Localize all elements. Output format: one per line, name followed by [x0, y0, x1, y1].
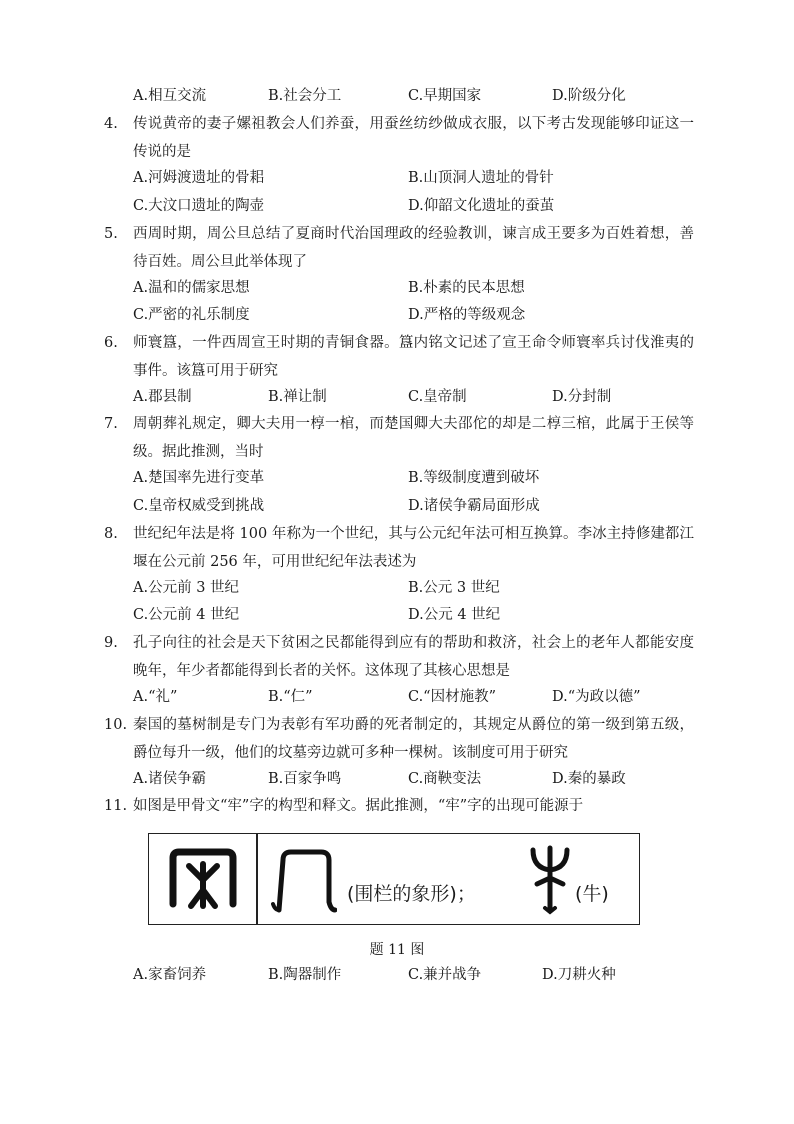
- q5-options-row2: [133, 303, 693, 327]
- option-c: C.严密的礼乐制度: [133, 307, 250, 323]
- question-9: [104, 629, 694, 685]
- oracle-enclosure-icon: [271, 844, 337, 916]
- question-text: 秦国的墓树制是专门为表彰有军功爵的死者制定的，其规定从爵位的第一级到第五级，爵位每升一级，他们的坟墓旁边就可多种一棵树。该制度可用于研究: [133, 717, 694, 761]
- option-b: B.山顶洞人遗址的骨针: [408, 170, 554, 186]
- question-7: [104, 410, 694, 466]
- option-b: B.陶器制作: [268, 967, 342, 983]
- option-d: D.“为政以德”: [552, 689, 641, 705]
- option-c: C.皇帝制: [408, 389, 467, 405]
- option-a: A.郡县制: [133, 389, 192, 405]
- oracle-char-lao-icon: [163, 844, 243, 914]
- option-a: A.温和的儒家思想: [133, 280, 250, 296]
- q3-options: [133, 84, 693, 108]
- oracle-bone-figure: [148, 833, 640, 925]
- option-d: D.公元 4 世纪: [408, 607, 501, 623]
- question-text: 孔子向往的社会是天下贫困之民都能得到应有的帮助和救济，社会上的老年人都能安度晚年，年少者都能得到长者的关怀。这体现了其核心思想是: [133, 635, 694, 679]
- option-a: A.“礼”: [133, 689, 178, 705]
- option-a: A.楚国率先进行变革: [133, 470, 265, 486]
- option-b: B.等级制度遭到破坏: [408, 470, 540, 486]
- option-c: C.“因材施教”: [408, 689, 497, 705]
- question-number: 10.: [104, 717, 128, 733]
- option-c: C.兼并战争: [408, 967, 482, 983]
- option-b: B.朴素的民本思想: [408, 280, 525, 296]
- option-c: C.大汶口遗址的陶壶: [133, 198, 265, 214]
- q9-options: [133, 685, 693, 709]
- ox-explanation: (牛): [575, 883, 609, 905]
- option-b: B.社会分工: [268, 88, 342, 104]
- q4-options-row2: [133, 194, 693, 218]
- question-text: 西周时期，周公旦总结了夏商时代治国理政的经验教训，谏言成王要多为百姓着想，善待百姓。周公旦此举体现了: [133, 226, 694, 270]
- question-text: 传说黄帝的妻子嫘祖教会人们养蚕，用蚕丝纺纱做成衣服，以下考古发现能够印证这一传说的是: [133, 116, 694, 160]
- option-b: B.“仁”: [268, 689, 313, 705]
- option-c: C.商鞅变法: [408, 771, 482, 787]
- option-d: D.阶级分化: [552, 88, 626, 104]
- option-a: A.相互交流: [133, 88, 207, 104]
- option-d: D.分封制: [552, 389, 612, 405]
- option-c: C.皇帝权威受到挑战: [133, 498, 265, 514]
- question-number: 8.: [104, 526, 118, 542]
- question-text: 世纪纪年法是将 100 年称为一个世纪，其与公元纪年法可相互换算。李冰主持修建都江堰在公元前 256 年，可用世纪纪年法表述为: [133, 526, 694, 570]
- option-b: B.公元 3 世纪: [408, 580, 500, 596]
- question-text: 周朝葬礼规定，卿大夫用一椁一棺，而楚国卿大夫邵佗的却是二椁三棺，此属于王侯等级。据此推测，当时: [133, 416, 694, 460]
- option-d: D.仰韶文化遗址的蚕茧: [408, 198, 555, 214]
- option-a: A.诸侯争霸: [133, 771, 207, 787]
- question-8: [104, 520, 694, 576]
- question-number: 7.: [104, 416, 118, 432]
- option-d: D.诸侯争霸局面形成: [408, 498, 540, 514]
- option-c: C.早期国家: [408, 88, 482, 104]
- question-11: [104, 792, 694, 820]
- question-number: 6.: [104, 335, 118, 351]
- q6-options: [133, 385, 693, 409]
- q7-options-row2: [133, 494, 693, 518]
- option-a: A.河姆渡遗址的骨耜: [133, 170, 265, 186]
- option-b: B.禅让制: [268, 389, 327, 405]
- q8-options-row2: [133, 603, 693, 627]
- question-number: 5.: [104, 226, 118, 242]
- q10-options: [133, 767, 693, 791]
- question-10: [104, 711, 694, 767]
- option-b: B.百家争鸣: [268, 771, 342, 787]
- option-c: C.公元前 4 世纪: [133, 607, 240, 623]
- q5-options-row1: [133, 276, 693, 300]
- question-number: 4.: [104, 116, 118, 132]
- question-5: [104, 220, 694, 276]
- q11-options: [133, 963, 693, 987]
- option-d: D.严格的等级观念: [408, 307, 526, 323]
- q8-options-row1: [133, 576, 693, 600]
- oracle-ox-icon: [527, 842, 573, 916]
- enclosure-explanation: (围栏的象形)；: [347, 883, 476, 905]
- q4-options-row1: [133, 166, 693, 190]
- question-number: 11.: [104, 798, 128, 814]
- question-text: 如图是甲骨文“牢”字的构型和释文。据此推测，“牢”字的出现可能源于: [133, 798, 584, 814]
- question-6: [104, 329, 694, 385]
- option-d: D.秦的暴政: [552, 771, 626, 787]
- question-text: 师寰簋，一件西周宣王时期的青铜食器。簋内铭文记述了宣王命令师寰率兵讨伐淮夷的事件。该簋可用于研究: [133, 335, 694, 379]
- option-d: D.刀耕火种: [542, 967, 616, 983]
- figure-caption: 题 11 图: [369, 942, 425, 958]
- option-a: A.公元前 3 世纪: [133, 580, 240, 596]
- q7-options-row1: [133, 466, 693, 490]
- question-number: 9.: [104, 635, 118, 651]
- figure-divider: [256, 834, 258, 924]
- question-4: [104, 110, 694, 166]
- option-a: A.家畜饲养: [133, 967, 207, 983]
